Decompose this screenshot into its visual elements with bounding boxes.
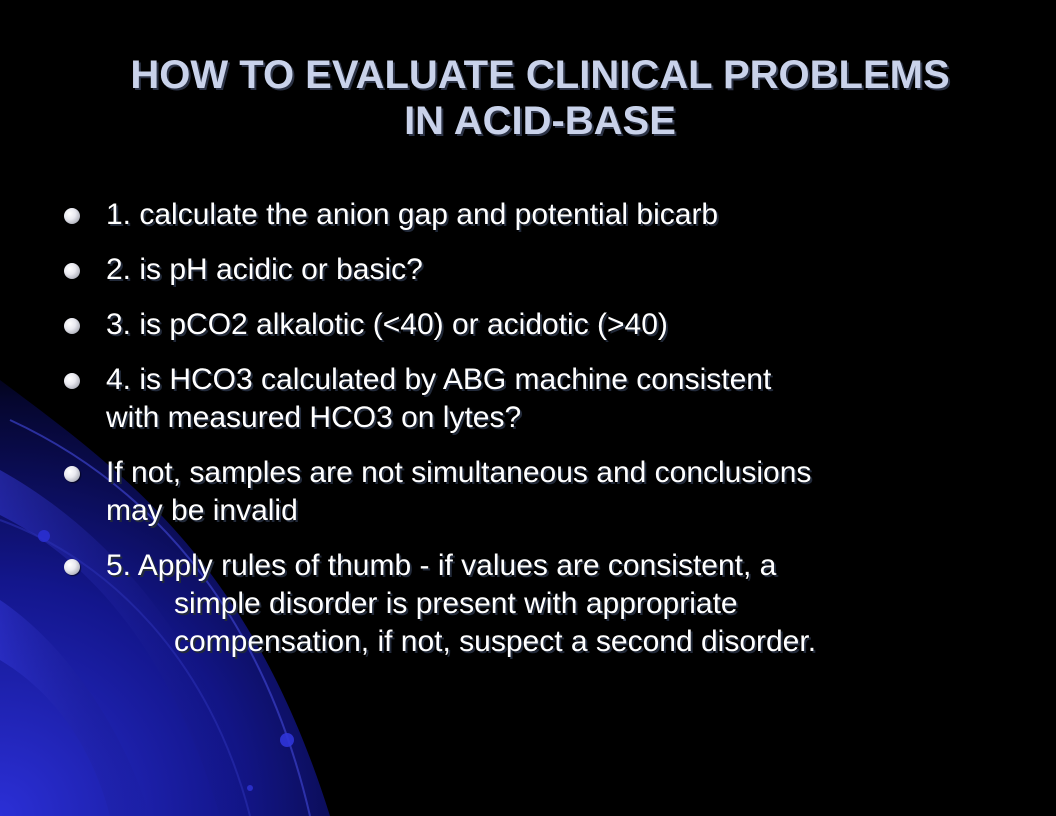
bullet-item-2 [64, 251, 1024, 289]
bullet-text: 2. is pH acidic or basic? [106, 253, 423, 286]
bullet-text: 4. is HCO3 calculated by ABG machine consistent [106, 363, 772, 396]
bullet-text-continued: with measured HCO3 on lytes? [106, 401, 522, 434]
bullet-text: If not, samples are not simultaneous and conclusions [106, 456, 812, 489]
bullet-item-3 [64, 306, 1024, 344]
bullet-list [64, 196, 1024, 678]
title-line-1: HOW TO EVALUATE CLINICAL PROBLEMS [130, 53, 950, 97]
bullet-dot-icon [64, 559, 80, 575]
bullet-dot-icon [64, 466, 80, 482]
bullet-item-6 [64, 547, 1024, 661]
bullet-text-continued: simple disorder is present with appropriate [174, 587, 738, 620]
bullet-item-4 [64, 361, 1024, 437]
bullet-item-1 [64, 196, 1024, 234]
orb-1 [38, 530, 50, 542]
bullet-item-5 [64, 454, 1024, 530]
bullet-dot-icon [64, 318, 80, 334]
orb-2 [280, 733, 294, 747]
title-line-2: IN ACID-BASE [404, 99, 676, 143]
bullet-text: 5. Apply rules of thumb - if values are consistent, a [106, 549, 777, 582]
bullet-dot-icon [64, 373, 80, 389]
bullet-text-continued: may be invalid [106, 494, 298, 527]
bullet-dot-icon [64, 263, 80, 279]
bullet-text: 1. calculate the anion gap and potential bicarb [106, 198, 719, 231]
bullet-dot-icon [64, 208, 80, 224]
orb-3 [247, 785, 253, 791]
page-title [60, 52, 1020, 144]
bullet-text-continued: compensation, if not, suspect a second disorder. [174, 625, 817, 658]
bullet-text: 3. is pCO2 alkalotic (<40) or acidotic (>40) [106, 308, 668, 341]
